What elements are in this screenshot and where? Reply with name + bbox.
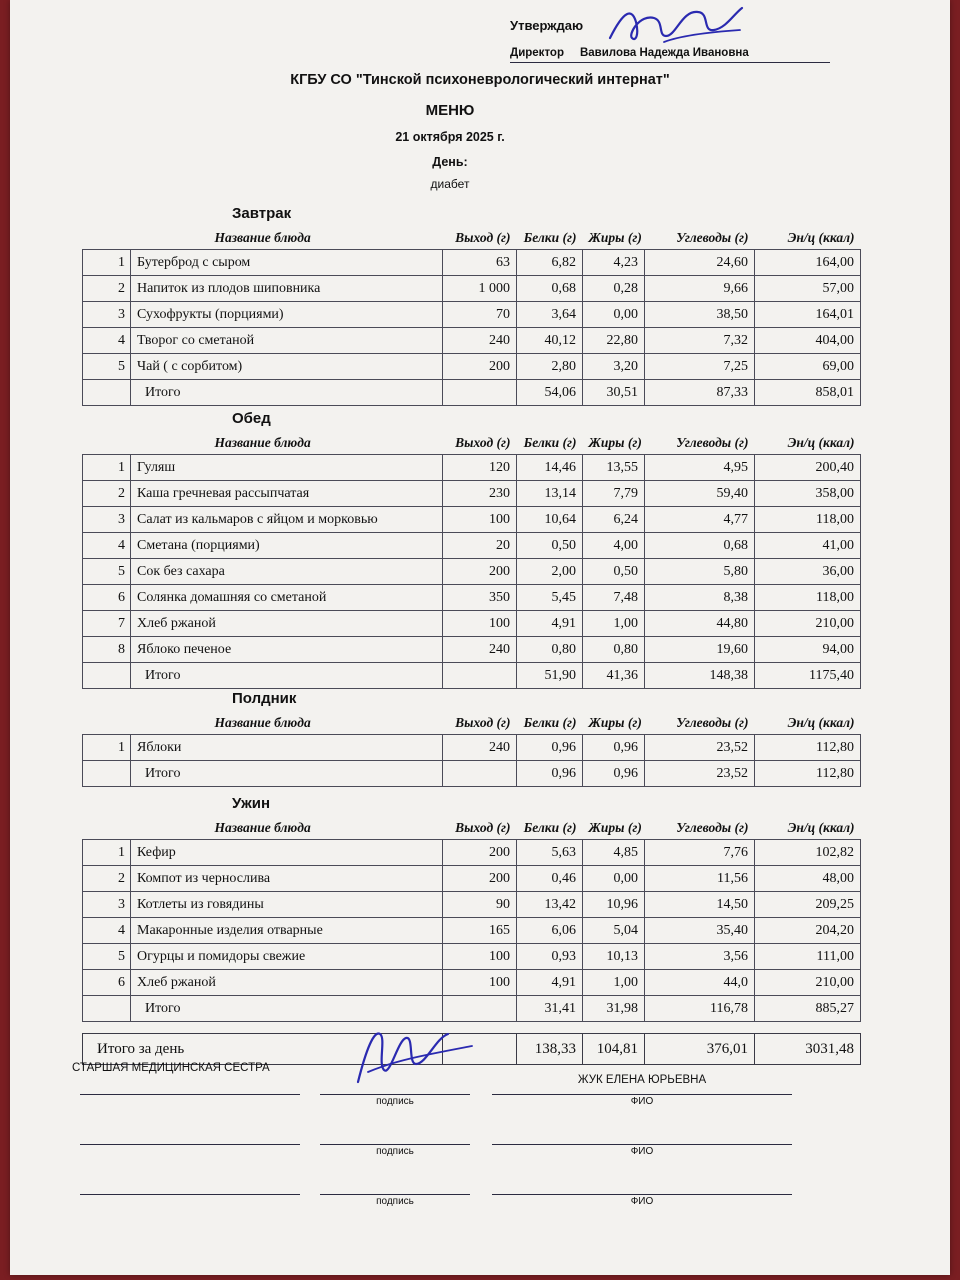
cell-protein: 0,50	[517, 533, 583, 559]
signature-caption-name-1: ФИО	[630, 1096, 654, 1107]
table-row	[83, 481, 861, 507]
cell-num: 7	[83, 611, 131, 637]
cell-fat: 10,13	[583, 944, 645, 970]
grand-total-block	[82, 1033, 872, 1065]
cell-fat: 5,04	[583, 918, 645, 944]
cell-protein: 0,46	[517, 866, 583, 892]
document-page	[10, 0, 950, 1275]
cell-kcal: 210,00	[755, 970, 861, 996]
cell-protein: 5,45	[517, 585, 583, 611]
cell-fat: 0,50	[583, 559, 645, 585]
column-header-carbs: Углеводы (г)	[676, 715, 749, 730]
menu-table	[82, 715, 861, 787]
cell-num: 2	[83, 276, 131, 302]
menu-date: 21 октября 2025 г.	[395, 130, 505, 144]
cell-fat: 4,85	[583, 840, 645, 866]
total-num	[83, 761, 131, 787]
cell-fat: 0,28	[583, 276, 645, 302]
cell-kcal: 69,00	[755, 354, 861, 380]
cell-carbs: 11,56	[645, 866, 755, 892]
meal-section-breakfast	[82, 205, 872, 406]
day-value: диабет	[430, 177, 470, 191]
cell-kcal: 111,00	[755, 944, 861, 970]
column-header-carbs: Углеводы (г)	[676, 230, 749, 245]
column-header-fat: Жиры (г)	[588, 715, 642, 730]
cell-kcal: 57,00	[755, 276, 861, 302]
cell-carbs: 9,66	[645, 276, 755, 302]
cell-name: Кефир	[131, 840, 443, 866]
column-header-name: Название блюда	[214, 715, 311, 730]
total-out	[443, 996, 517, 1022]
cell-kcal: 41,00	[755, 533, 861, 559]
cell-kcal: 36,00	[755, 559, 861, 585]
meal-title: Завтрак	[232, 205, 292, 222]
cell-out: 240	[443, 637, 517, 663]
grand-total-carbs: 376,01	[645, 1034, 755, 1065]
cell-name: Огурцы и помидоры свежие	[131, 944, 443, 970]
cell-carbs: 38,50	[645, 302, 755, 328]
meal-section-dinner	[82, 795, 872, 1022]
column-header-out: Выход (г)	[455, 715, 511, 730]
total-carbs: 87,33	[645, 380, 755, 406]
table-header-row	[83, 230, 861, 250]
cell-fat: 22,80	[583, 328, 645, 354]
cell-carbs: 5,80	[645, 559, 755, 585]
signature-line-name-3	[492, 1194, 792, 1195]
cell-out: 63	[443, 250, 517, 276]
cell-protein: 0,96	[517, 735, 583, 761]
cell-carbs: 35,40	[645, 918, 755, 944]
signature-role: СТАРШАЯ МЕДИЦИНСКАЯ СЕСТРА	[72, 1062, 270, 1074]
table-total-row	[83, 380, 861, 406]
menu-table	[82, 230, 861, 406]
cell-fat: 0,00	[583, 866, 645, 892]
cell-out: 100	[443, 507, 517, 533]
column-header-name: Название блюда	[214, 435, 311, 450]
cell-name: Каша гречневая рассыпчатая	[131, 481, 443, 507]
signature-line-sign-1	[320, 1094, 470, 1095]
table-row	[83, 585, 861, 611]
cell-name: Компот из чернослива	[131, 866, 443, 892]
menu-table	[82, 435, 861, 689]
table-row	[83, 455, 861, 481]
cell-kcal: 200,40	[755, 455, 861, 481]
cell-fat: 4,00	[583, 533, 645, 559]
cell-name: Сухофрукты (порциями)	[131, 302, 443, 328]
table-row	[83, 354, 861, 380]
cell-num: 1	[83, 840, 131, 866]
cell-kcal: 358,00	[755, 481, 861, 507]
column-header-num	[83, 820, 131, 840]
column-header-protein: Белки (г)	[523, 820, 577, 835]
meal-title: Ужин	[232, 795, 271, 812]
cell-num: 1	[83, 455, 131, 481]
approval-title: Утверждаю	[510, 18, 584, 33]
cell-fat: 7,48	[583, 585, 645, 611]
column-header-num	[83, 230, 131, 250]
approval-underline	[510, 62, 830, 63]
total-num	[83, 380, 131, 406]
cell-kcal: 164,00	[755, 250, 861, 276]
organization-name: КГБУ СО "Тинской психоневрологический интернат"	[290, 72, 670, 88]
total-fat: 30,51	[583, 380, 645, 406]
cell-carbs: 4,95	[645, 455, 755, 481]
column-header-out: Выход (г)	[455, 435, 511, 450]
cell-fat: 6,24	[583, 507, 645, 533]
cell-kcal: 102,82	[755, 840, 861, 866]
cell-name: Солянка домашняя со сметаной	[131, 585, 443, 611]
cell-protein: 3,64	[517, 302, 583, 328]
cell-out: 20	[443, 533, 517, 559]
grand-total-label: Итого за день	[83, 1034, 443, 1065]
column-header-name: Название блюда	[214, 230, 311, 245]
grand-total-fat: 104,81	[583, 1034, 645, 1065]
table-row	[83, 840, 861, 866]
cell-out: 350	[443, 585, 517, 611]
table-row	[83, 302, 861, 328]
total-kcal: 1175,40	[755, 663, 861, 689]
column-header-protein: Белки (г)	[523, 715, 577, 730]
total-protein: 54,06	[517, 380, 583, 406]
cell-out: 240	[443, 328, 517, 354]
total-out	[443, 380, 517, 406]
table-total-row	[83, 663, 861, 689]
signature-caption-sign-1: подпись	[376, 1096, 414, 1107]
total-fat: 41,36	[583, 663, 645, 689]
table-row	[83, 866, 861, 892]
cell-num: 5	[83, 559, 131, 585]
grand-total-out	[443, 1034, 517, 1065]
cell-out: 120	[443, 455, 517, 481]
approval-role: Директор	[510, 47, 564, 59]
day-label: День:	[432, 155, 468, 169]
total-carbs: 23,52	[645, 761, 755, 787]
column-header-name: Название блюда	[214, 820, 311, 835]
cell-name: Сок без сахара	[131, 559, 443, 585]
signature-name-1: ЖУК ЕЛЕНА ЮРЬЕВНА	[577, 1074, 707, 1086]
table-row	[83, 944, 861, 970]
total-num	[83, 663, 131, 689]
cell-out: 70	[443, 302, 517, 328]
table-row	[83, 559, 861, 585]
cell-protein: 6,06	[517, 918, 583, 944]
column-header-num	[83, 435, 131, 455]
signature-line-name-2	[492, 1144, 792, 1145]
cell-carbs: 7,32	[645, 328, 755, 354]
cell-protein: 5,63	[517, 840, 583, 866]
cell-protein: 6,82	[517, 250, 583, 276]
cell-num: 5	[83, 944, 131, 970]
column-header-carbs: Углеводы (г)	[676, 820, 749, 835]
signature-line-sign-2	[320, 1144, 470, 1145]
total-protein: 51,90	[517, 663, 583, 689]
column-header-out: Выход (г)	[455, 230, 511, 245]
cell-out: 1 000	[443, 276, 517, 302]
table-header-row	[83, 820, 861, 840]
column-header-fat: Жиры (г)	[588, 230, 642, 245]
cell-num: 4	[83, 328, 131, 354]
signature-line-sign-3	[320, 1194, 470, 1195]
cell-name: Макаронные изделия отварные	[131, 918, 443, 944]
cell-name: Хлеб ржаной	[131, 970, 443, 996]
total-fat: 0,96	[583, 761, 645, 787]
table-header-row	[83, 435, 861, 455]
table-row	[83, 892, 861, 918]
grand-total-row	[83, 1034, 861, 1065]
signature-caption-sign-2: подпись	[376, 1146, 414, 1157]
cell-fat: 1,00	[583, 970, 645, 996]
grand-total-protein: 138,33	[517, 1034, 583, 1065]
cell-out: 165	[443, 918, 517, 944]
column-header-fat: Жиры (г)	[588, 435, 642, 450]
column-header-kcal: Эн/ц (ккал)	[787, 435, 855, 450]
column-header-protein: Белки (г)	[523, 230, 577, 245]
cell-kcal: 164,01	[755, 302, 861, 328]
meal-title: Обед	[232, 410, 271, 427]
column-header-kcal: Эн/ц (ккал)	[787, 820, 855, 835]
column-header-num	[83, 715, 131, 735]
cell-name: Чай ( с сорбитом)	[131, 354, 443, 380]
cell-kcal: 118,00	[755, 585, 861, 611]
cell-name: Бутерброд с сыром	[131, 250, 443, 276]
cell-protein: 0,80	[517, 637, 583, 663]
table-total-row	[83, 761, 861, 787]
total-protein: 0,96	[517, 761, 583, 787]
signature-caption-name-2: ФИО	[630, 1146, 654, 1157]
cell-carbs: 0,68	[645, 533, 755, 559]
cell-fat: 1,00	[583, 611, 645, 637]
total-out	[443, 663, 517, 689]
cell-fat: 7,79	[583, 481, 645, 507]
cell-carbs: 7,76	[645, 840, 755, 866]
column-header-fat: Жиры (г)	[588, 820, 642, 835]
table-header-row	[83, 715, 861, 735]
table-row	[83, 276, 861, 302]
cell-protein: 4,91	[517, 611, 583, 637]
cell-carbs: 4,77	[645, 507, 755, 533]
cell-name: Хлеб ржаной	[131, 611, 443, 637]
cell-carbs: 24,60	[645, 250, 755, 276]
cell-carbs: 23,52	[645, 735, 755, 761]
table-row	[83, 735, 861, 761]
cell-fat: 13,55	[583, 455, 645, 481]
total-protein: 31,41	[517, 996, 583, 1022]
table-row	[83, 533, 861, 559]
column-header-kcal: Эн/ц (ккал)	[787, 715, 855, 730]
cell-protein: 13,14	[517, 481, 583, 507]
signature-line-role-1	[80, 1094, 300, 1095]
table-row	[83, 918, 861, 944]
cell-num: 2	[83, 866, 131, 892]
cell-name: Творог со сметаной	[131, 328, 443, 354]
cell-kcal: 94,00	[755, 637, 861, 663]
signature-line-role-2	[80, 1144, 300, 1145]
meal-section-lunch	[82, 410, 872, 689]
cell-protein: 40,12	[517, 328, 583, 354]
total-kcal: 885,27	[755, 996, 861, 1022]
cell-name: Котлеты из говядины	[131, 892, 443, 918]
column-header-kcal: Эн/ц (ккал)	[787, 230, 855, 245]
cell-carbs: 44,0	[645, 970, 755, 996]
cell-out: 200	[443, 354, 517, 380]
total-carbs: 148,38	[645, 663, 755, 689]
table-row	[83, 328, 861, 354]
cell-protein: 2,80	[517, 354, 583, 380]
cell-protein: 14,46	[517, 455, 583, 481]
cell-fat: 10,96	[583, 892, 645, 918]
table-row	[83, 970, 861, 996]
table-row	[83, 637, 861, 663]
table-row	[83, 507, 861, 533]
meal-section-afternoon	[82, 690, 872, 787]
cell-protein: 13,42	[517, 892, 583, 918]
cell-num: 8	[83, 637, 131, 663]
cell-num: 1	[83, 250, 131, 276]
total-num	[83, 996, 131, 1022]
table-total-row	[83, 996, 861, 1022]
cell-carbs: 19,60	[645, 637, 755, 663]
cell-protein: 10,64	[517, 507, 583, 533]
cell-out: 90	[443, 892, 517, 918]
cell-out: 100	[443, 970, 517, 996]
total-fat: 31,98	[583, 996, 645, 1022]
signature-line-name-1	[492, 1094, 792, 1095]
cell-fat: 0,00	[583, 302, 645, 328]
cell-kcal: 209,25	[755, 892, 861, 918]
total-out	[443, 761, 517, 787]
cell-protein: 0,93	[517, 944, 583, 970]
cell-num: 4	[83, 533, 131, 559]
cell-num: 5	[83, 354, 131, 380]
cell-protein: 2,00	[517, 559, 583, 585]
grand-total-kcal: 3031,48	[755, 1034, 861, 1065]
cell-name: Напиток из плодов шиповника	[131, 276, 443, 302]
cell-num: 2	[83, 481, 131, 507]
cell-out: 230	[443, 481, 517, 507]
total-label: Итого	[131, 761, 443, 787]
signature-line-role-3	[80, 1194, 300, 1195]
cell-fat: 3,20	[583, 354, 645, 380]
total-carbs: 116,78	[645, 996, 755, 1022]
cell-protein: 0,68	[517, 276, 583, 302]
cell-carbs: 44,80	[645, 611, 755, 637]
approval-person: Вавилова Надежда Ивановна	[579, 47, 749, 59]
signature-caption-name-3: ФИО	[630, 1196, 654, 1207]
cell-out: 200	[443, 840, 517, 866]
cell-kcal: 118,00	[755, 507, 861, 533]
cell-num: 6	[83, 585, 131, 611]
total-kcal: 112,80	[755, 761, 861, 787]
total-label: Итого	[131, 380, 443, 406]
menu-table	[82, 820, 861, 1022]
total-kcal: 858,01	[755, 380, 861, 406]
meal-title: Полдник	[232, 690, 297, 707]
cell-out: 200	[443, 866, 517, 892]
cell-num: 6	[83, 970, 131, 996]
cell-num: 3	[83, 302, 131, 328]
cell-carbs: 8,38	[645, 585, 755, 611]
cell-num: 1	[83, 735, 131, 761]
cell-out: 100	[443, 611, 517, 637]
cell-protein: 4,91	[517, 970, 583, 996]
cell-carbs: 7,25	[645, 354, 755, 380]
cell-kcal: 112,80	[755, 735, 861, 761]
column-header-protein: Белки (г)	[523, 435, 577, 450]
cell-fat: 4,23	[583, 250, 645, 276]
cell-num: 3	[83, 892, 131, 918]
cell-out: 100	[443, 944, 517, 970]
total-label: Итого	[131, 663, 443, 689]
cell-name: Салат из кальмаров с яйцом и морковью	[131, 507, 443, 533]
cell-num: 4	[83, 918, 131, 944]
cell-name: Сметана (порциями)	[131, 533, 443, 559]
table-row	[83, 611, 861, 637]
approval-block	[510, 18, 840, 59]
cell-name: Гуляш	[131, 455, 443, 481]
cell-out: 240	[443, 735, 517, 761]
total-label: Итого	[131, 996, 443, 1022]
cell-name: Яблоко печеное	[131, 637, 443, 663]
cell-fat: 0,80	[583, 637, 645, 663]
cell-carbs: 59,40	[645, 481, 755, 507]
cell-fat: 0,96	[583, 735, 645, 761]
column-header-out: Выход (г)	[455, 820, 511, 835]
signature-caption-sign-3: подпись	[376, 1196, 414, 1207]
cell-kcal: 48,00	[755, 866, 861, 892]
cell-name: Яблоки	[131, 735, 443, 761]
cell-carbs: 14,50	[645, 892, 755, 918]
cell-num: 3	[83, 507, 131, 533]
cell-out: 200	[443, 559, 517, 585]
cell-kcal: 204,20	[755, 918, 861, 944]
cell-kcal: 404,00	[755, 328, 861, 354]
page-title: МЕНЮ	[425, 102, 475, 119]
column-header-carbs: Углеводы (г)	[676, 435, 749, 450]
table-row	[83, 250, 861, 276]
cell-carbs: 3,56	[645, 944, 755, 970]
cell-kcal: 210,00	[755, 611, 861, 637]
